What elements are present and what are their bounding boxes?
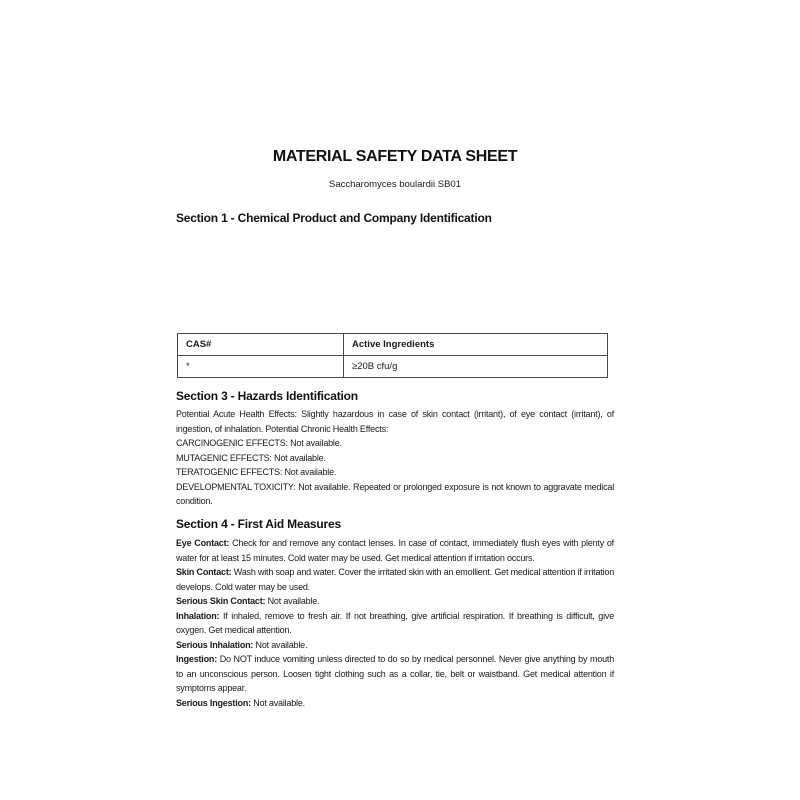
paragraph: Skin Contact: Wash with soap and water. Cover the irritated skin with an emollient. Get medical attention if irritation develops. Cold water may be used. <box>176 567 615 592</box>
paragraph: Serious Ingestion: Not available. <box>176 697 305 708</box>
paragraph: TERATOGENIC EFFECTS: Not available. <box>176 467 337 477</box>
document-subtitle: Saccharomyces boulardii SB01 <box>328 179 461 190</box>
paragraph-label: Serious Ingestion: <box>176 697 251 708</box>
table-header-cell: Active Ingredients <box>344 334 608 356</box>
section3-body <box>176 407 614 509</box>
section1-heading: Section 1 - Chemical Product and Company Identification <box>176 211 492 225</box>
paragraph-label: Serious Inhalation: <box>176 639 254 650</box>
section4-heading: Section 4 - First Aid Measures <box>176 517 341 531</box>
paragraph: Potential Acute Health Effects: Slightly hazardous in case of skin contact (irritant), of eye contact (irritant), of ingestion, of inhalation. Potential Chronic Health Effects: <box>176 409 614 434</box>
section4-body <box>176 536 614 710</box>
section3-heading: Section 3 - Hazards Identification <box>176 389 358 403</box>
paragraph-label: Skin Contact: <box>176 567 232 577</box>
paragraph-label: Eye Contact: <box>176 538 230 548</box>
paragraph-label: Ingestion: <box>176 654 217 664</box>
paragraph: Ingestion: Do NOT induce vomiting unless directed to do so by medical personnel. Never give anything by mouth to an unconscious person. Loosen tight clothing such as a collar, tie, belt or waistband. Get medical attention if symptoms appear. <box>176 654 614 693</box>
paragraph: Serious Skin Contact: Not available. <box>176 596 320 606</box>
paragraph: Eye Contact: Check for and remove any contact lenses. In case of contact, immediately flush eyes with plenty of water for at least 15 minutes. Cold water may be used. Get medical attention if irritation occurs. <box>176 538 614 563</box>
document-title: MATERIAL SAFETY DATA SHEET <box>272 148 518 165</box>
table-header-row <box>178 334 608 356</box>
active-ingredients-table <box>177 333 608 378</box>
paragraph: Serious Inhalation: Not available. <box>176 639 308 650</box>
table-cell: ≥20B cfu/g <box>344 356 608 378</box>
table-body <box>178 356 608 378</box>
table-header-cell: CAS# <box>178 334 344 356</box>
paragraph-label: Serious Skin Contact: <box>176 596 266 606</box>
paragraph: DEVELOPMENTAL TOXICITY: Not available. Repeated or prolonged exposure is not known to aggravate medical condition. <box>176 481 614 506</box>
paragraph: CARCINOGENIC EFFECTS: Not available. <box>176 438 342 448</box>
table-row <box>178 356 608 378</box>
paragraph-label: Inhalation: <box>176 610 220 621</box>
table-cell: * <box>178 356 344 378</box>
paragraph: Inhalation: If inhaled, remove to fresh air. If not breathing, give artificial respiration. If breathing is difficult, give oxygen. Get medical attention. <box>176 610 614 635</box>
paragraph: MUTAGENIC EFFECTS: Not available. <box>176 452 326 463</box>
